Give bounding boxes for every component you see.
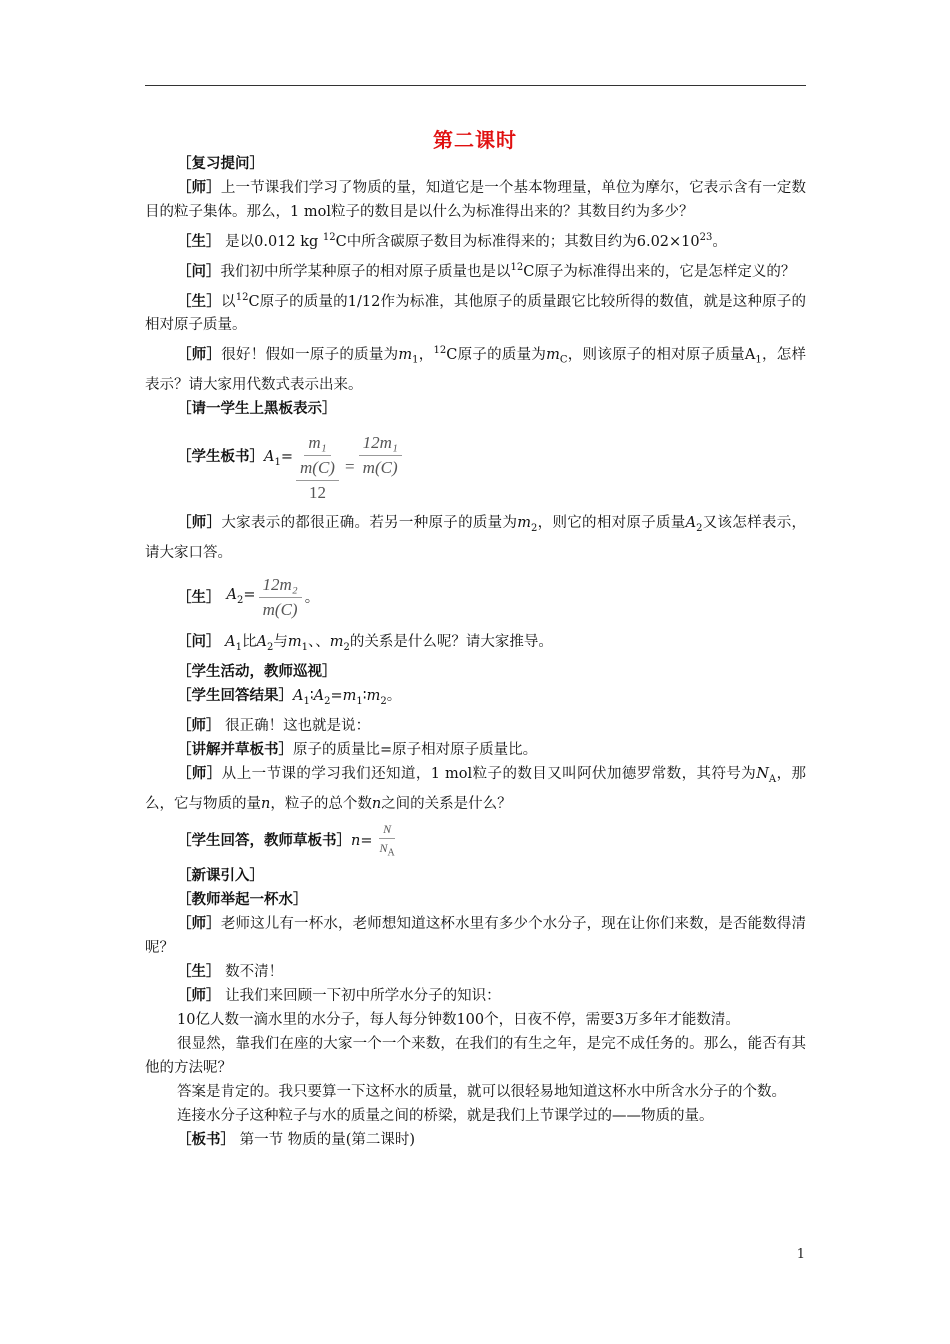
formula-n-equals: ［学生回答，教师草板书］ n= $\frac{N}{N_A}$	[145, 820, 806, 862]
paragraph-student-answer: ［学生回答结果$]A_1∶A_2=m_1∶m_2$。	[177, 687, 402, 707]
fraction-12m2-over-mc: $\frac{\text{12m₂}}{m(C)}$	[259, 573, 302, 622]
paragraph-teacher-4: ［师］ 很正确！这也就是说：	[177, 717, 371, 734]
heading-teacher-raise-cup: ［教师举起一杯水］	[177, 892, 308, 909]
page-title: 第二课时	[433, 128, 517, 152]
fraction-N-over-NA: $\frac{N}{N_A}$	[379, 821, 395, 859]
fraction-m1-over-mc12: m₁ m(C) 12	[296, 431, 339, 505]
page-number: 1	[796, 1247, 805, 1262]
fraction-12m1-over-mc: = $\frac{\text{12m₁}}{m(C)}$	[345, 431, 402, 480]
formula-relative-mass-a1: ［学生板书］ $A_1=$ m₁ m(C) 12 = $\frac{\text{12m₁}}{m(C)}$	[145, 431, 806, 505]
paragraph-teacher-7: ［师］ 让我们来回顾一下初中所学水分子的知识：	[177, 988, 501, 1005]
header-rule	[145, 85, 806, 86]
paragraph-board: ［板书］ 第一节 物质的量(第二课时)	[177, 1132, 416, 1149]
paragraph-ask-2: ［问］ $A_1$比$A_2$与$m_1$、、$m_2$的关系是什么呢？请大家推导。	[177, 634, 553, 653]
paragraph-teacher-1: ［师］上一节课我们学习了物质的量，知道它是一个基本物理量，单位为摩尔，它表示含有一定数目的粒子集体。那么，1 mol粒子的数目是以什么为标准得出来的？其数目约为多少？	[145, 180, 807, 220]
heading-ask-student-board: ［请一学生上黑板表示］	[177, 401, 337, 418]
paragraph-teacher-2: ［师］很好！假如一原子的质量为$m_1$，$^{12}$C原子的质量为$m_C$，则该原子的相对原子质量$A_1$，怎样表示？请大家用代数式表示出来。	[145, 345, 807, 394]
paragraph-answer: 答案是肯定的。我只要算一下这杯水的质量，就可以很轻易地知道这杯水中所含水分子的个数。	[177, 1084, 786, 1101]
paragraph-teacher-5: ［师］从上一节课的学习我们还知道，1 mol粒子的数目又叫阿伏加德罗常数，其符号为$N_A$，那么，它与物质的量n，粒子的总个数n之间的关系是什么？	[145, 765, 807, 812]
heading-student-activity: ［学生活动，教师巡视］	[177, 663, 337, 680]
paragraph-teacher-3: ［师］大家表示的都很正确。若另一种原子的质量为$m_2$，则它的相对原子质量$A_2$又该怎样表示，请大家口答。	[145, 515, 807, 562]
paragraph-student-1: ［生］ 是以0.012 kg $^{12}$C中所含碳原子数目为标准得来的；其数目约为$6.02\times 10^{23}$。	[177, 232, 727, 250]
paragraph-obvious: 很显然，靠我们在座的大家一个一个来数，在我们的有生之年，是完不成任务的。那么，能否有其他的方法呢？	[145, 1036, 806, 1077]
paragraph-bridge: 连接水分子这种粒子与水的质量之间的桥梁，就是我们上节课学过的——物质的量。	[177, 1108, 714, 1125]
paragraph-explain-board: ［讲解并草板书］原子的质量比=原子相对原子质量比。	[177, 741, 538, 758]
heading-review: ［复习提问］	[177, 156, 264, 172]
document-body	[145, 152, 806, 1152]
formula-relative-mass-a2: ［生］ $A_2=$ $\frac{\text{12m₂}}{m(C)}$ 。	[145, 573, 806, 622]
paragraph-water-fact: 10亿人数一滴水里的水分子，每人每分钟数100个，日夜不停，需要3万多年才能数清。	[177, 1012, 740, 1029]
paragraph-teacher-6: ［师］老师这儿有一杯水，老师想知道这杯水里有多少个水分子，现在让你们来数，是否能数得清呢？	[145, 916, 807, 957]
paragraph-student-3: ［生］ 数不清！	[177, 964, 284, 981]
heading-new-lesson: ［新课引入］	[177, 868, 264, 885]
paragraph-ask-1: ［问］我们初中所学某种原子的相对原子质量也是以$^{12}$C原子为标准得出来的，它是怎样定义的？	[177, 261, 796, 280]
paragraph-student-2: ［生］以$^{12}$C原子的质量的1/12作为标准，其他原子的质量跟它比较所得的数值，就是这种原子的相对原子质量。	[145, 291, 807, 334]
